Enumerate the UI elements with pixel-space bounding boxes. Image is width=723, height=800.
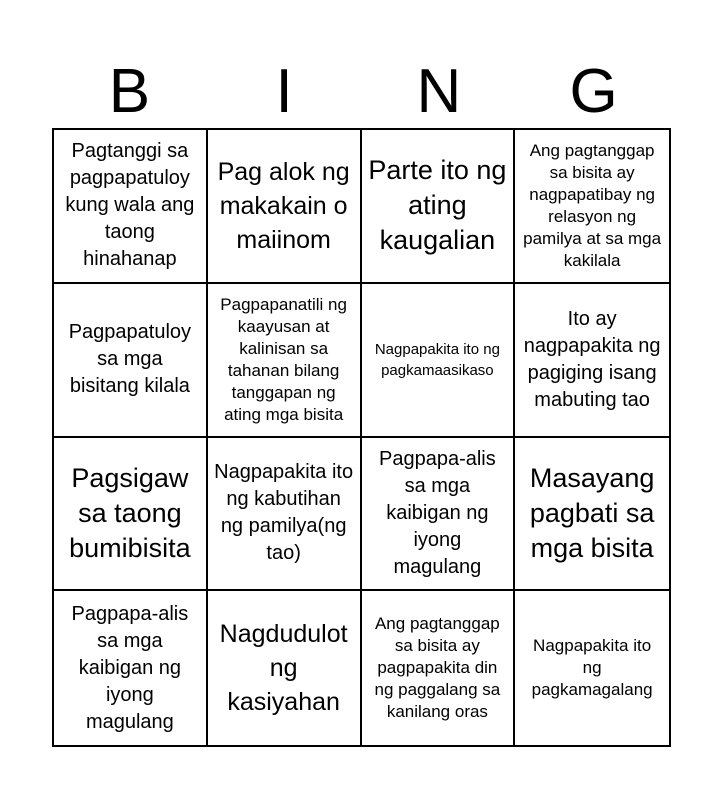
header-letter-n: N bbox=[416, 57, 462, 126]
bingo-cell-r1-c1[interactable] bbox=[54, 130, 208, 284]
bingo-cell-r4-c1[interactable] bbox=[54, 591, 208, 745]
bingo-cell-r2-c2[interactable] bbox=[208, 284, 362, 438]
header-letter-b: B bbox=[108, 57, 151, 126]
bingo-cell-text: Parte ito ng ating kaugalian bbox=[368, 155, 507, 256]
bingo-header bbox=[52, 52, 671, 128]
bingo-cell-text: Nagpapakita ito ng kabutihan ng pamilya(ng tao) bbox=[214, 461, 354, 565]
bingo-cell-text: Pagtanggi sa pagpapatuloy kung wala ang taong hinahanap bbox=[65, 140, 195, 271]
bingo-cell-r3-c3[interactable] bbox=[362, 438, 516, 592]
bingo-cell-text: Pagpapa-alis sa mga kaibigan ng iyong magulang bbox=[71, 602, 189, 733]
header-letter-g: G bbox=[569, 57, 618, 126]
bingo-cell-r4-c3[interactable] bbox=[362, 591, 516, 745]
bingo-cell-text: Pag alok ng makakain o maiinom bbox=[217, 157, 350, 254]
bingo-cell-text: Ito ay nagpapakita ng pagiging isang mabuting tao bbox=[523, 307, 661, 411]
bingo-cell-text: Masayang pagbati sa mga bisita bbox=[529, 462, 655, 563]
bingo-cell-r4-c4[interactable] bbox=[515, 591, 669, 745]
bingo-cell-r3-c1[interactable] bbox=[54, 438, 208, 592]
bingo-card-grid bbox=[52, 128, 671, 747]
bingo-cell-r4-c2[interactable] bbox=[208, 591, 362, 745]
bingo-cell-text: Ang pagtanggap sa bisita ay nagpapatibay ng relasyon ng pamilya at sa mga kakilala bbox=[523, 140, 662, 270]
bingo-cell-r3-c2[interactable] bbox=[208, 438, 362, 592]
bingo-cell-r2-c4[interactable] bbox=[515, 284, 669, 438]
header-letter-i: I bbox=[275, 57, 293, 126]
bingo-cell-r2-c1[interactable] bbox=[54, 284, 208, 438]
bingo-cell-text: Pagsigaw sa taong bumibisita bbox=[69, 462, 191, 563]
bingo-cell-r3-c4[interactable] bbox=[515, 438, 669, 592]
bingo-cell-r2-c3[interactable] bbox=[362, 284, 516, 438]
bingo-cell-r1-c2[interactable] bbox=[208, 130, 362, 284]
bingo-cell-text: Nagpapakita ito ng pagkamaasikaso bbox=[374, 340, 500, 379]
bingo-cell-r1-c3[interactable] bbox=[362, 130, 516, 284]
bingo-cell-r1-c4[interactable] bbox=[515, 130, 669, 284]
bingo-cell-text: Ang pagtanggap sa bisita ay pagpapakita din ng paggalang sa kanilang oras bbox=[374, 614, 501, 722]
bingo-cell-text: Pagpapa-alis sa mga kaibigan ng iyong magulang bbox=[379, 447, 496, 578]
bingo-cell-text: Pagpapanatili ng kaayusan at kalinisan sa tahanan bilang tanggapan ng ating mga bisita bbox=[220, 294, 347, 424]
bingo-cell-text: Nagpapakita ito ng pagkamagalang bbox=[531, 636, 653, 700]
bingo-cell-text: Nagdudulot ng kasiyahan bbox=[219, 620, 348, 717]
bingo-cell-text: Pagpapatuloy sa mga bisitang kilala bbox=[68, 321, 192, 398]
